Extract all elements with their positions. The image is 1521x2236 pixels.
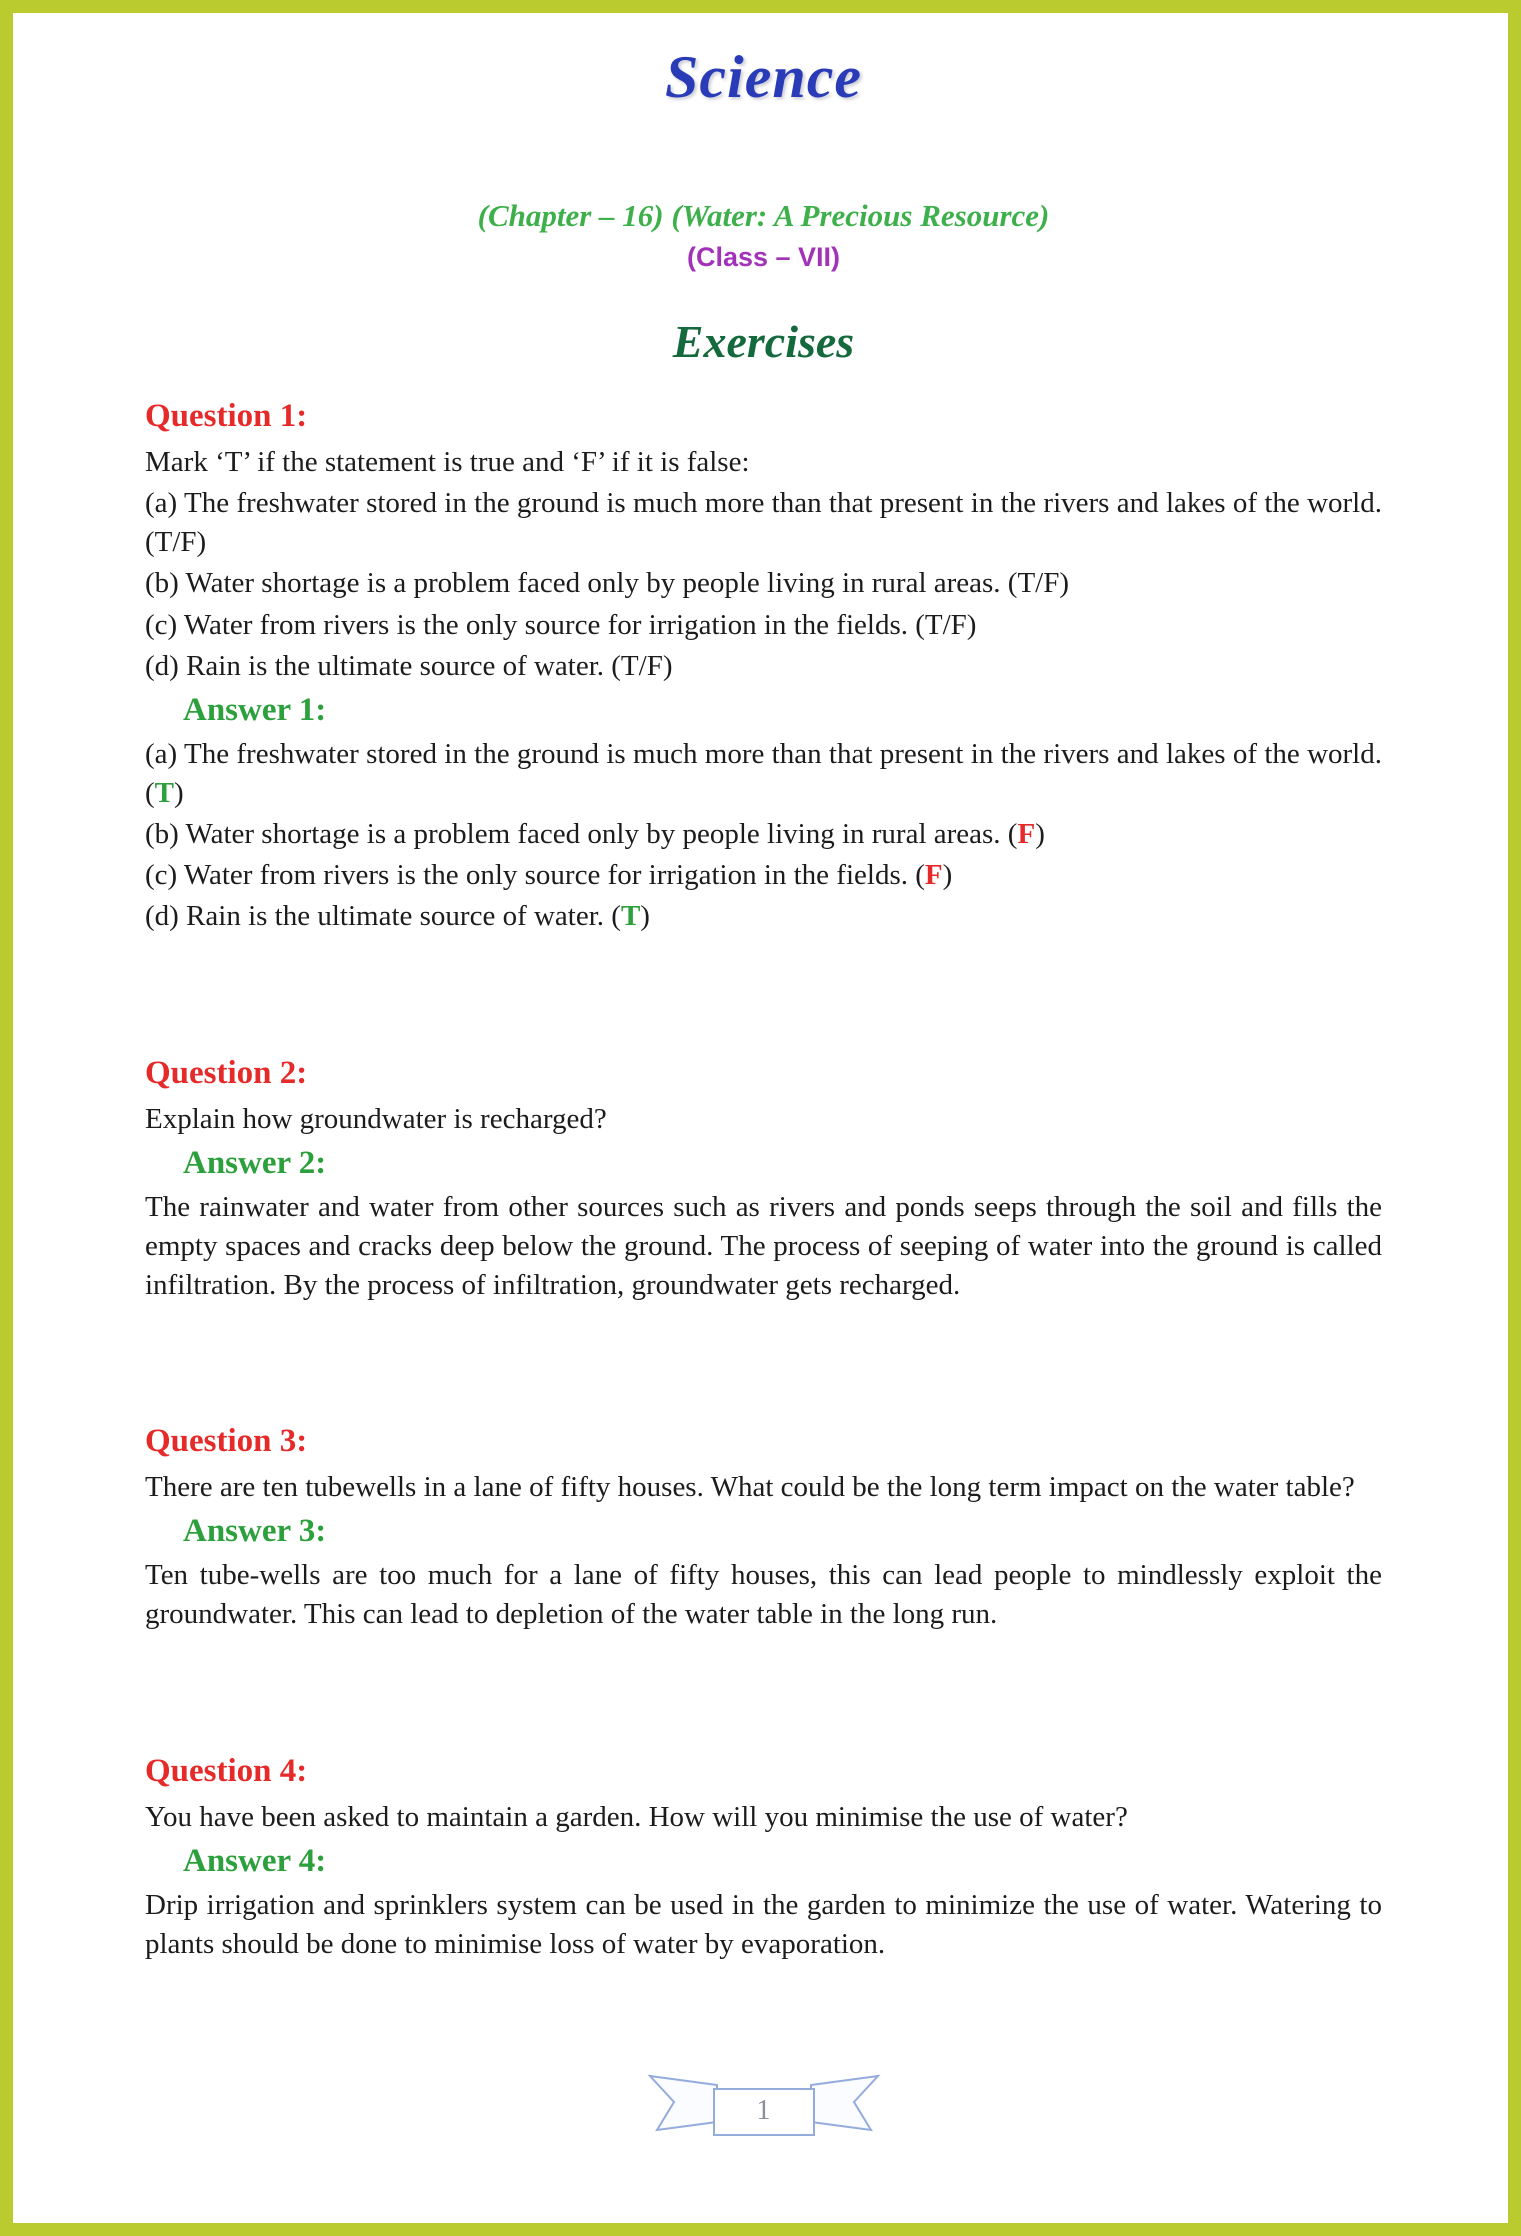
answer-1-c-text: (c) Water from rivers is the only source for irrigation in the fields. ( [145,859,925,892]
chapter-heading: (Chapter – 16) (Water: A Precious Resource) [477,198,1050,233]
answer-1-item-d [145,897,1382,936]
question-3-text: There are ten tubewells in a lane of fifty houses. What could be the long term impact on the water table? [145,1471,1355,1504]
answer-1-item-c [145,856,1382,895]
doc-header [145,43,1382,368]
question-3-block [145,1423,1382,1634]
answer-2-text: The rainwater and water from other sources such as rivers and ponds seeps through the soil and fills the empty spaces and cracks deep below the ground. The process of seeping of water into the ground is called infiltration. By the process of infiltration, groundwater gets recharged. [145,1190,1382,1301]
answer-1-a-text: (a) The freshwater stored in the ground is much more than that present in the rivers and lakes of the world. ( [145,737,1382,809]
answer-3-text: Ten tube-wells are too much for a lane of fifty houses, this can lead people to mindlessly exploit the groundwater. This can lead to depletion of the water table in the long run. [145,1559,1382,1631]
answer-1-d-text: (d) Rain is the ultimate source of water. ( [145,900,621,933]
answer-1-d-verdict: T [620,900,641,933]
question-1-item-c: (c) Water from rivers is the only source for irrigation in the fields. (T/F) [145,608,977,641]
question-1-block [145,398,1382,937]
answer-1-a-close: ) [174,776,184,809]
page-number-ribbon [614,2069,914,2153]
answer-4-text: Drip irrigation and sprinklers system can be used in the garden to minimize the use of water. Watering to plants should be done to minimise loss of water by evaporation. [145,1888,1382,1960]
exercises-heading: Exercises [672,316,855,367]
answer-1-b-text: (b) Water shortage is a problem faced only by people living in rural areas. ( [145,818,1018,851]
question-1-intro: Mark ‘T’ if the statement is true and ‘F’ if it is false: [145,446,750,478]
answer-1-d-close: ) [640,900,650,933]
answer-2-label: Answer 2: [183,1144,327,1181]
question-4-text: You have been asked to maintain a garden. How will you minimise the use of water? [145,1800,1128,1833]
question-2-label: Question 2: [145,1054,308,1091]
answer-1-b-close: ) [1035,818,1045,851]
page-title: Science [665,44,862,110]
question-1-label: Question 1: [145,398,308,434]
answer-1-c-close: ) [942,859,953,892]
question-4-block [145,1753,1382,1964]
answer-1-b-verdict: F [1017,818,1036,851]
answer-4-label: Answer 4: [183,1842,327,1879]
question-1-item-d: (d) Rain is the ultimate source of water. (T/F) [145,649,673,682]
answer-3-label: Answer 3: [183,1513,327,1550]
question-2-block [145,1055,1382,1306]
page-footer [145,2069,1382,2153]
answer-1-item-b [145,815,1382,854]
question-2-text: Explain how groundwater is recharged? [145,1102,607,1135]
class-heading: (Class – VII) [686,242,841,272]
answer-1-label: Answer 1: [183,691,327,728]
question-1-item-a: (a) The freshwater stored in the ground is much more than that present in the rivers and lakes of the world. (T/F) [145,487,1382,559]
answer-1-item-a [145,735,1382,813]
question-1-item-b: (b) Water shortage is a problem faced only by people living in rural areas. (T/F) [145,567,1070,600]
question-3-label: Question 3: [145,1423,308,1460]
question-4-label: Question 4: [145,1752,308,1789]
answer-1-a-verdict: T [154,776,175,809]
answer-1-c-verdict: F [924,859,943,892]
page-number: 1 [756,2094,771,2126]
